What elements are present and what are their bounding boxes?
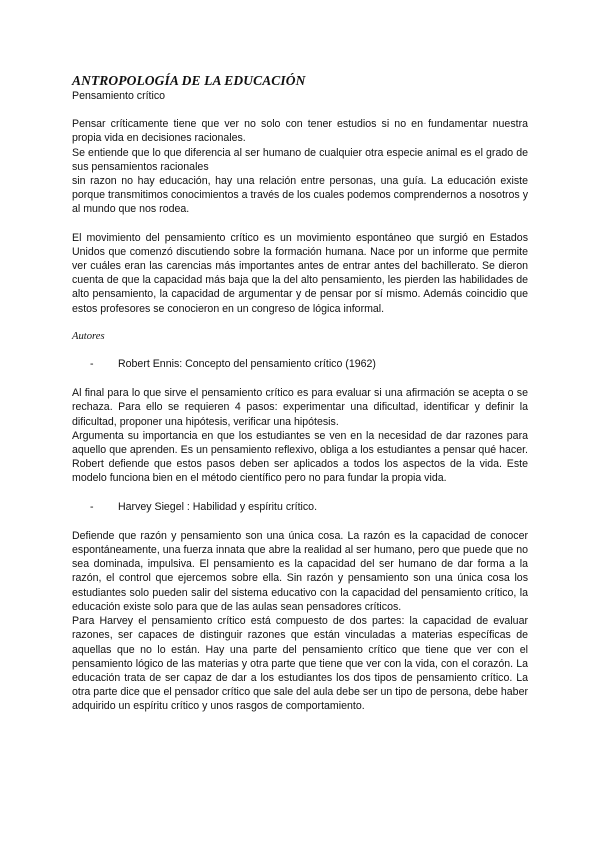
siegel-paragraph-1: Defiende que razón y pensamiento son una única cosa. La razón es la capacidad de conocer espontáneamente, una fuerza innata que abre la realidad al ser humano, pero que puede que no sea dominada, impulsiva. El pensamiento es la capacidad del ser humano de dar forma a la razón, el control que ejercemos sobre ella. Sin razón y pensamiento son una única cosa los estudiantes solo pueden salir del sistema educativo con la capacidad del pensamiento crítico, la educación existe solo para que de las aulas sean pensadores críticos. [72, 529, 528, 613]
author-bullet-ennis [72, 357, 528, 371]
author-bullet-label: Robert Ennis: Concepto del pensamiento crítico (1962) [118, 358, 376, 371]
author-bullet-siegel [72, 500, 528, 514]
intro-paragraph-1: Pensar críticamente tiene que ver no solo con tener estudios si no en fundamentar nuestra propia vida en decisiones racionales. [72, 118, 528, 145]
authors-heading: Autores [72, 330, 105, 342]
bullet-dash: - [90, 358, 94, 371]
ennis-paragraph-2: Argumenta su importancia en que los estudiantes se ven en la necesidad de dar razones para aquello que aprenden. Es un pensamiento reflexivo, obliga a los estudiantes a pensar qué hacer. Robert defiende que estos pasos deben ser aplicados a todos los aspectos de la vida. Este modelo funciona bien en el método científico pero no para fundar la propia vida. [72, 429, 528, 485]
bullet-dash: - [90, 500, 94, 513]
document-title: ANTROPOLOGÍA DE LA EDUCACIÓN [72, 73, 306, 88]
document-subtitle: Pensamiento crítico [72, 90, 166, 102]
intro-paragraph-3: sin razon no hay educación, hay una relación entre personas, una guía. La educación existe porque transmitimos conocimientos a través de los cuales podemos comprendernos a nosotros y al mundo que nos rodea. [72, 175, 528, 216]
author-bullet-label: Harvey Siegel : Habilidad y espíritu crítico. [118, 500, 318, 513]
intro-paragraph-2: Se entiende que lo que diferencia al ser humano de cualquier otra especie animal es el grado de sus pensamientos racionales [72, 146, 528, 173]
movement-paragraph: El movimiento del pensamiento crítico es un movimiento espontáneo que surgió en Estados Unidos que comenzó discutiendo sobre la formación humana. Nace por un informe que permite ver cuáles eran las carencias más importantes antes de entrar antes del bachillerato. Se dieron cuenta de que la capacidad más baja que la del alto pensamiento, les pierden las habilidades de alto pensamiento, la capacidad de argumentar y de pensar por sí mismo. Además coincidio que estos profesores se conocieron en un congreso de lógica informal. [72, 231, 528, 315]
ennis-paragraph-1: Al final para lo que sirve el pensamiento crítico es para evaluar si una afirmación se acepta o se rechaza. Para ello se requieren 4 pasos: experimentar una dificultad, identificar y definir la dificultad, proponer una hipótesis, verificar una hipótesis. [72, 387, 528, 428]
siegel-paragraph-2: Para Harvey el pensamiento crítico está compuesto de dos partes: la capacidad de evaluar razones, ser capaces de distinguir razones que están vinculadas a materias específicas de aquellas que no lo están. Hay una parte del pensamiento crítico que tiene que ver con el pensamiento lógico de las materias y otra parte que tiene que ver con la vida, con el corazón. La educación trata de ser capaz de dar a los estudiantes los dos tipos de pensamiento crítico. La otra parte dice que el pensador crítico que sale del aula debe ser un tipo de persona, debe haber adquirido un espíritu crítico y unos rasgos de comportamiento. [72, 615, 528, 713]
document-body [72, 72, 528, 714]
